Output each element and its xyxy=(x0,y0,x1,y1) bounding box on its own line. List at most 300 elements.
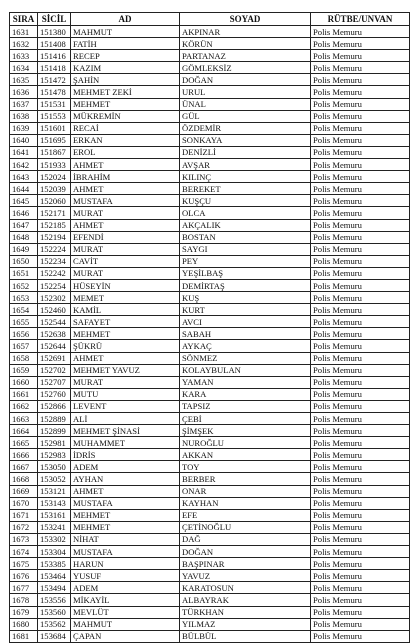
rutbe-cell: Polis Memuru xyxy=(311,533,410,545)
sicil-cell: 152981 xyxy=(38,437,71,449)
table-row xyxy=(10,618,410,630)
sicil-cell: 151472 xyxy=(38,74,71,86)
table-row xyxy=(10,50,410,62)
sira-cell: 1646 xyxy=(10,207,38,219)
ad-cell: HÜSEYİN xyxy=(71,279,180,291)
sira-cell: 1655 xyxy=(10,316,38,328)
sicil-cell: 151408 xyxy=(38,38,71,50)
sira-cell: 1648 xyxy=(10,231,38,243)
soyad-cell: BOSTAN xyxy=(180,231,311,243)
soyad-cell: TÜRKHAN xyxy=(180,606,311,618)
sicil-cell: 152224 xyxy=(38,243,71,255)
sira-cell: 1650 xyxy=(10,255,38,267)
ad-cell: MEHMET ZEKİ xyxy=(71,86,180,98)
rutbe-cell: Polis Memuru xyxy=(311,328,410,340)
rutbe-cell: Polis Memuru xyxy=(311,570,410,582)
ad-cell: MURAT xyxy=(71,267,180,279)
sicil-cell: 152866 xyxy=(38,400,71,412)
sicil-cell: 153161 xyxy=(38,509,71,521)
sira-cell: 1672 xyxy=(10,521,38,533)
ad-cell: AHMET xyxy=(71,219,180,231)
sira-cell: 1637 xyxy=(10,98,38,110)
personnel-table xyxy=(9,12,410,643)
soyad-cell: YILMAZ xyxy=(180,618,311,630)
sira-cell: 1663 xyxy=(10,413,38,425)
header-rutbe: RÜTBE/UNVAN xyxy=(311,13,410,26)
ad-cell: MURAT xyxy=(71,376,180,388)
sicil-cell: 151933 xyxy=(38,159,71,171)
table-row xyxy=(10,437,410,449)
ad-cell: AHMET xyxy=(71,159,180,171)
rutbe-cell: Polis Memuru xyxy=(311,279,410,291)
soyad-cell: ALBAYRAK xyxy=(180,594,311,606)
table-row xyxy=(10,425,410,437)
sira-cell: 1673 xyxy=(10,533,38,545)
table-row xyxy=(10,86,410,98)
rutbe-cell: Polis Memuru xyxy=(311,255,410,267)
rutbe-cell: Polis Memuru xyxy=(311,630,410,642)
sicil-cell: 153464 xyxy=(38,570,71,582)
rutbe-cell: Polis Memuru xyxy=(311,521,410,533)
rutbe-cell: Polis Memuru xyxy=(311,413,410,425)
soyad-cell: AVŞAR xyxy=(180,159,311,171)
rutbe-cell: Polis Memuru xyxy=(311,146,410,158)
ad-cell: RECAİ xyxy=(71,122,180,134)
soyad-cell: BÜLBÜL xyxy=(180,630,311,642)
sira-cell: 1634 xyxy=(10,62,38,74)
soyad-cell: DOĞAN xyxy=(180,74,311,86)
rutbe-cell: Polis Memuru xyxy=(311,26,410,38)
table-row xyxy=(10,497,410,509)
table-row xyxy=(10,413,410,425)
sicil-cell: 152760 xyxy=(38,388,71,400)
table-row xyxy=(10,304,410,316)
ad-cell: MİKAYİL xyxy=(71,594,180,606)
soyad-cell: KOLAYBULAN xyxy=(180,364,311,376)
table-body xyxy=(10,26,410,643)
soyad-cell: GÜL xyxy=(180,110,311,122)
table-row xyxy=(10,630,410,642)
sira-cell: 1662 xyxy=(10,400,38,412)
document-page xyxy=(9,12,409,643)
sira-cell: 1635 xyxy=(10,74,38,86)
table-row xyxy=(10,558,410,570)
sicil-cell: 152644 xyxy=(38,340,71,352)
rutbe-cell: Polis Memuru xyxy=(311,340,410,352)
sicil-cell: 152254 xyxy=(38,279,71,291)
rutbe-cell: Polis Memuru xyxy=(311,582,410,594)
rutbe-cell: Polis Memuru xyxy=(311,171,410,183)
rutbe-cell: Polis Memuru xyxy=(311,461,410,473)
rutbe-cell: Polis Memuru xyxy=(311,183,410,195)
sira-cell: 1674 xyxy=(10,546,38,558)
table-row xyxy=(10,328,410,340)
sicil-cell: 153560 xyxy=(38,606,71,618)
table-row xyxy=(10,533,410,545)
rutbe-cell: Polis Memuru xyxy=(311,231,410,243)
sira-cell: 1638 xyxy=(10,110,38,122)
ad-cell: CAVİT xyxy=(71,255,180,267)
sicil-cell: 151416 xyxy=(38,50,71,62)
ad-cell: MURAT xyxy=(71,243,180,255)
sira-cell: 1661 xyxy=(10,388,38,400)
sira-cell: 1643 xyxy=(10,171,38,183)
ad-cell: MEHMET YAVUZ xyxy=(71,364,180,376)
sicil-cell: 153241 xyxy=(38,521,71,533)
soyad-cell: ONAR xyxy=(180,485,311,497)
ad-cell: HARUN xyxy=(71,558,180,570)
ad-cell: AHMET xyxy=(71,352,180,364)
rutbe-cell: Polis Memuru xyxy=(311,425,410,437)
soyad-cell: SÖNMEZ xyxy=(180,352,311,364)
rutbe-cell: Polis Memuru xyxy=(311,364,410,376)
rutbe-cell: Polis Memuru xyxy=(311,316,410,328)
sicil-cell: 153562 xyxy=(38,618,71,630)
ad-cell: MUSTAFA xyxy=(71,546,180,558)
ad-cell: MEVLÜT xyxy=(71,606,180,618)
soyad-cell: KARATOSUN xyxy=(180,582,311,594)
sicil-cell: 152242 xyxy=(38,267,71,279)
soyad-cell: KUŞ xyxy=(180,292,311,304)
table-row xyxy=(10,146,410,158)
sira-cell: 1633 xyxy=(10,50,38,62)
ad-cell: MURAT xyxy=(71,207,180,219)
soyad-cell: EFE xyxy=(180,509,311,521)
soyad-cell: NUROĞLU xyxy=(180,437,311,449)
table-row xyxy=(10,546,410,558)
soyad-cell: ÖZDEMİR xyxy=(180,122,311,134)
soyad-cell: KURT xyxy=(180,304,311,316)
rutbe-cell: Polis Memuru xyxy=(311,594,410,606)
table-row xyxy=(10,509,410,521)
soyad-cell: DEMİRTAŞ xyxy=(180,279,311,291)
soyad-cell: KÖRÜN xyxy=(180,38,311,50)
soyad-cell: KILINÇ xyxy=(180,171,311,183)
soyad-cell: YAMAN xyxy=(180,376,311,388)
table-row xyxy=(10,521,410,533)
soyad-cell: KUŞÇU xyxy=(180,195,311,207)
sicil-cell: 152702 xyxy=(38,364,71,376)
table-row xyxy=(10,207,410,219)
soyad-cell: KARA xyxy=(180,388,311,400)
soyad-cell: SAYGI xyxy=(180,243,311,255)
sira-cell: 1652 xyxy=(10,279,38,291)
ad-cell: MÜKREMİN xyxy=(71,110,180,122)
ad-cell: ÇAPAN xyxy=(71,630,180,642)
soyad-cell: ÇETİNOĞLU xyxy=(180,521,311,533)
soyad-cell: TOY xyxy=(180,461,311,473)
rutbe-cell: Polis Memuru xyxy=(311,376,410,388)
rutbe-cell: Polis Memuru xyxy=(311,558,410,570)
table-row xyxy=(10,183,410,195)
rutbe-cell: Polis Memuru xyxy=(311,62,410,74)
table-row xyxy=(10,231,410,243)
sira-cell: 1675 xyxy=(10,558,38,570)
soyad-cell: PARTANAZ xyxy=(180,50,311,62)
sicil-cell: 152638 xyxy=(38,328,71,340)
sira-cell: 1659 xyxy=(10,364,38,376)
ad-cell: MUSTAFA xyxy=(71,497,180,509)
rutbe-cell: Polis Memuru xyxy=(311,98,410,110)
sicil-cell: 153304 xyxy=(38,546,71,558)
sira-cell: 1657 xyxy=(10,340,38,352)
sicil-cell: 153121 xyxy=(38,485,71,497)
rutbe-cell: Polis Memuru xyxy=(311,606,410,618)
header-sira: SIRA xyxy=(10,13,38,26)
sicil-cell: 152194 xyxy=(38,231,71,243)
ad-cell: MUSTAFA xyxy=(71,195,180,207)
rutbe-cell: Polis Memuru xyxy=(311,304,410,316)
table-row xyxy=(10,74,410,86)
ad-cell: MUHAMMET xyxy=(71,437,180,449)
sicil-cell: 153302 xyxy=(38,533,71,545)
soyad-cell: GÖMLEKSİZ xyxy=(180,62,311,74)
rutbe-cell: Polis Memuru xyxy=(311,352,410,364)
soyad-cell: AYKAÇ xyxy=(180,340,311,352)
soyad-cell: AVCI xyxy=(180,316,311,328)
sicil-cell: 151601 xyxy=(38,122,71,134)
rutbe-cell: Polis Memuru xyxy=(311,400,410,412)
ad-cell: MUTU xyxy=(71,388,180,400)
ad-cell: ŞAHİN xyxy=(71,74,180,86)
table-row xyxy=(10,62,410,74)
rutbe-cell: Polis Memuru xyxy=(311,110,410,122)
sira-cell: 1642 xyxy=(10,159,38,171)
soyad-cell: TAPSIZ xyxy=(180,400,311,412)
soyad-cell: BEREKET xyxy=(180,183,311,195)
sicil-cell: 152691 xyxy=(38,352,71,364)
sicil-cell: 152171 xyxy=(38,207,71,219)
soyad-cell: SONKAYA xyxy=(180,134,311,146)
rutbe-cell: Polis Memuru xyxy=(311,50,410,62)
ad-cell: EROL xyxy=(71,146,180,158)
sira-cell: 1640 xyxy=(10,134,38,146)
rutbe-cell: Polis Memuru xyxy=(311,267,410,279)
sira-cell: 1631 xyxy=(10,26,38,38)
rutbe-cell: Polis Memuru xyxy=(311,388,410,400)
sira-cell: 1651 xyxy=(10,267,38,279)
soyad-cell: YAVUZ xyxy=(180,570,311,582)
rutbe-cell: Polis Memuru xyxy=(311,437,410,449)
ad-cell: ALİ xyxy=(71,413,180,425)
soyad-cell: AKKAN xyxy=(180,449,311,461)
ad-cell: MEMET xyxy=(71,292,180,304)
sira-cell: 1679 xyxy=(10,606,38,618)
sicil-cell: 152460 xyxy=(38,304,71,316)
header-ad: AD xyxy=(71,13,180,26)
sicil-cell: 151531 xyxy=(38,98,71,110)
table-row xyxy=(10,400,410,412)
rutbe-cell: Polis Memuru xyxy=(311,74,410,86)
ad-cell: ADEM xyxy=(71,582,180,594)
sira-cell: 1649 xyxy=(10,243,38,255)
table-row xyxy=(10,316,410,328)
table-row xyxy=(10,267,410,279)
ad-cell: İBRAHİM xyxy=(71,171,180,183)
sicil-cell: 152060 xyxy=(38,195,71,207)
rutbe-cell: Polis Memuru xyxy=(311,546,410,558)
ad-cell: İDRİS xyxy=(71,449,180,461)
sira-cell: 1654 xyxy=(10,304,38,316)
rutbe-cell: Polis Memuru xyxy=(311,449,410,461)
table-row xyxy=(10,340,410,352)
sicil-cell: 151380 xyxy=(38,26,71,38)
soyad-cell: DENİZLİ xyxy=(180,146,311,158)
ad-cell: MAHMUT xyxy=(71,26,180,38)
sicil-cell: 153385 xyxy=(38,558,71,570)
rutbe-cell: Polis Memuru xyxy=(311,38,410,50)
sicil-cell: 153684 xyxy=(38,630,71,642)
sira-cell: 1671 xyxy=(10,509,38,521)
header-sicil: SİCİL xyxy=(38,13,71,26)
sira-cell: 1681 xyxy=(10,630,38,642)
sicil-cell: 152039 xyxy=(38,183,71,195)
table-row xyxy=(10,449,410,461)
sira-cell: 1669 xyxy=(10,485,38,497)
header-soyad: SOYAD xyxy=(180,13,311,26)
header-row xyxy=(10,13,410,26)
table-row xyxy=(10,171,410,183)
sicil-cell: 153050 xyxy=(38,461,71,473)
sicil-cell: 152899 xyxy=(38,425,71,437)
sira-cell: 1676 xyxy=(10,570,38,582)
sicil-cell: 153556 xyxy=(38,594,71,606)
table-row xyxy=(10,255,410,267)
sira-cell: 1678 xyxy=(10,594,38,606)
soyad-cell: URUL xyxy=(180,86,311,98)
sira-cell: 1639 xyxy=(10,122,38,134)
sicil-cell: 152889 xyxy=(38,413,71,425)
sira-cell: 1665 xyxy=(10,437,38,449)
table-row xyxy=(10,461,410,473)
sicil-cell: 152544 xyxy=(38,316,71,328)
table-row xyxy=(10,195,410,207)
table-row xyxy=(10,570,410,582)
rutbe-cell: Polis Memuru xyxy=(311,86,410,98)
table-row xyxy=(10,388,410,400)
rutbe-cell: Polis Memuru xyxy=(311,207,410,219)
ad-cell: MEHMET xyxy=(71,328,180,340)
table-row xyxy=(10,352,410,364)
sira-cell: 1660 xyxy=(10,376,38,388)
soyad-cell: ÇEBİ xyxy=(180,413,311,425)
sicil-cell: 151418 xyxy=(38,62,71,74)
sira-cell: 1653 xyxy=(10,292,38,304)
table-row xyxy=(10,594,410,606)
sira-cell: 1677 xyxy=(10,582,38,594)
ad-cell: NİHAT xyxy=(71,533,180,545)
sira-cell: 1641 xyxy=(10,146,38,158)
rutbe-cell: Polis Memuru xyxy=(311,159,410,171)
sira-cell: 1632 xyxy=(10,38,38,50)
soyad-cell: SABAH xyxy=(180,328,311,340)
rutbe-cell: Polis Memuru xyxy=(311,485,410,497)
table-row xyxy=(10,98,410,110)
table-row xyxy=(10,38,410,50)
sicil-cell: 151695 xyxy=(38,134,71,146)
sira-cell: 1666 xyxy=(10,449,38,461)
sicil-cell: 151553 xyxy=(38,110,71,122)
rutbe-cell: Polis Memuru xyxy=(311,497,410,509)
rutbe-cell: Polis Memuru xyxy=(311,292,410,304)
soyad-cell: KAYHAN xyxy=(180,497,311,509)
table-row xyxy=(10,292,410,304)
table-row xyxy=(10,122,410,134)
table-row xyxy=(10,159,410,171)
soyad-cell: OLCA xyxy=(180,207,311,219)
rutbe-cell: Polis Memuru xyxy=(311,509,410,521)
sira-cell: 1644 xyxy=(10,183,38,195)
table-row xyxy=(10,26,410,38)
sira-cell: 1658 xyxy=(10,352,38,364)
sira-cell: 1636 xyxy=(10,86,38,98)
table-row xyxy=(10,364,410,376)
table-row xyxy=(10,582,410,594)
table-row xyxy=(10,376,410,388)
table-row xyxy=(10,606,410,618)
sira-cell: 1647 xyxy=(10,219,38,231)
ad-cell: ERKAN xyxy=(71,134,180,146)
sira-cell: 1670 xyxy=(10,497,38,509)
sicil-cell: 152024 xyxy=(38,171,71,183)
ad-cell: MEHMET xyxy=(71,98,180,110)
ad-cell: ŞÜKRÜ xyxy=(71,340,180,352)
sicil-cell: 153494 xyxy=(38,582,71,594)
sicil-cell: 152707 xyxy=(38,376,71,388)
ad-cell: MEHMET xyxy=(71,509,180,521)
sira-cell: 1645 xyxy=(10,195,38,207)
sicil-cell: 152234 xyxy=(38,255,71,267)
ad-cell: KAMİL xyxy=(71,304,180,316)
rutbe-cell: Polis Memuru xyxy=(311,122,410,134)
table-row xyxy=(10,134,410,146)
ad-cell: AYHAN xyxy=(71,473,180,485)
sicil-cell: 153143 xyxy=(38,497,71,509)
ad-cell: YUSUF xyxy=(71,570,180,582)
sicil-cell: 153052 xyxy=(38,473,71,485)
sicil-cell: 151478 xyxy=(38,86,71,98)
sicil-cell: 151867 xyxy=(38,146,71,158)
soyad-cell: PEY xyxy=(180,255,311,267)
ad-cell: MEHMET ŞİNASİ xyxy=(71,425,180,437)
sira-cell: 1680 xyxy=(10,618,38,630)
soyad-cell: DOĞAN xyxy=(180,546,311,558)
rutbe-cell: Polis Memuru xyxy=(311,134,410,146)
sicil-cell: 152983 xyxy=(38,449,71,461)
ad-cell: LEVENT xyxy=(71,400,180,412)
table-row xyxy=(10,110,410,122)
rutbe-cell: Polis Memuru xyxy=(311,243,410,255)
sira-cell: 1668 xyxy=(10,473,38,485)
soyad-cell: AKÇALIK xyxy=(180,219,311,231)
rutbe-cell: Polis Memuru xyxy=(311,618,410,630)
soyad-cell: AKPINAR xyxy=(180,26,311,38)
ad-cell: RECEP xyxy=(71,50,180,62)
soyad-cell: BAŞPINAR xyxy=(180,558,311,570)
ad-cell: EFENDİ xyxy=(71,231,180,243)
soyad-cell: BERBER xyxy=(180,473,311,485)
ad-cell: MAHMUT xyxy=(71,618,180,630)
table-row xyxy=(10,485,410,497)
table-row xyxy=(10,279,410,291)
ad-cell: ADEM xyxy=(71,461,180,473)
sira-cell: 1667 xyxy=(10,461,38,473)
ad-cell: SAFAYET xyxy=(71,316,180,328)
ad-cell: AHMET xyxy=(71,183,180,195)
soyad-cell: DAĞ xyxy=(180,533,311,545)
rutbe-cell: Polis Memuru xyxy=(311,219,410,231)
ad-cell: MEHMET xyxy=(71,521,180,533)
